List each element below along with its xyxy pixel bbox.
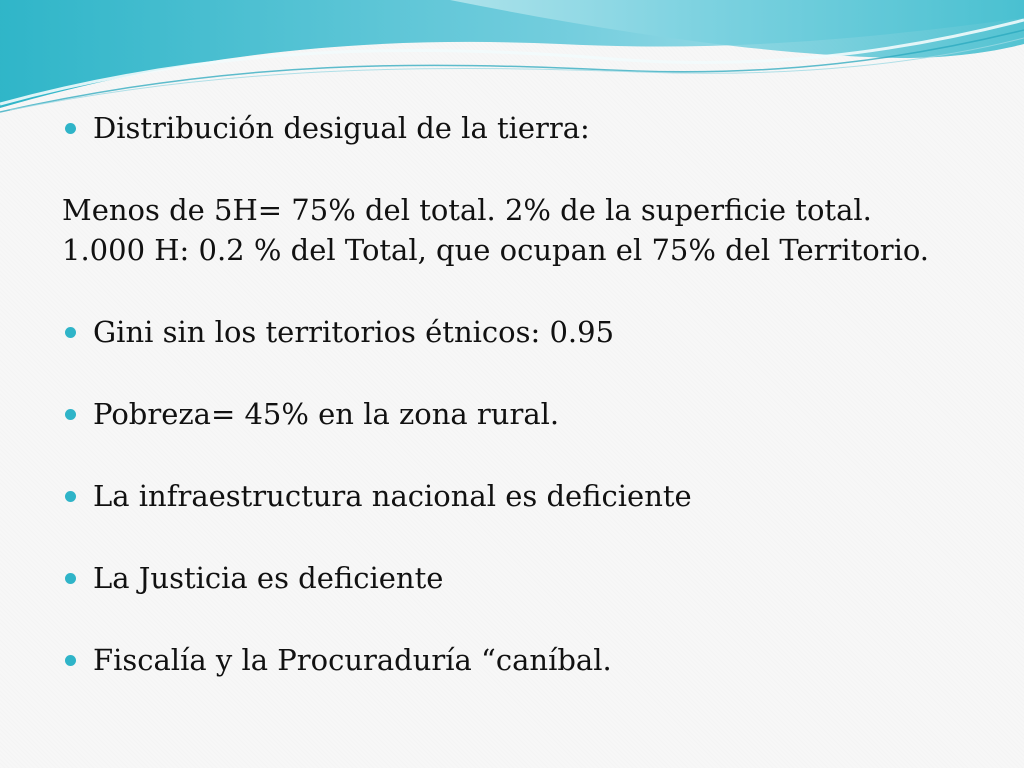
bullet-item [62, 476, 982, 516]
bullet-item [62, 640, 982, 680]
wave-header-decoration [0, 0, 1024, 120]
bullet-dot-icon [65, 655, 76, 666]
bullet-text: Fiscalía y la Procuraduría “caníbal. [93, 643, 612, 677]
bullet-text: Gini sin los territorios étnicos: 0.95 [93, 315, 615, 349]
bullet-dot-icon [65, 327, 76, 338]
body-line: 1.000 H: 0.2 % del Total, que ocupan el 75% del Territorio. [62, 233, 930, 267]
bullet-text: La Justicia es deficiente [93, 561, 444, 595]
bullet-text: La infraestructura nacional es deficiente [93, 479, 692, 513]
bullet-item [62, 312, 982, 352]
bullet-text: Pobreza= 45% en la zona rural. [93, 397, 560, 431]
bullet-item [62, 558, 982, 598]
bullet-dot-icon [65, 123, 76, 134]
body-line: Menos de 5H= 75% del total. 2% de la superficie total. [62, 193, 872, 227]
bullet-dot-icon [65, 409, 76, 420]
bullet-item [62, 394, 982, 434]
slide-body [62, 108, 982, 680]
bullet-dot-icon [65, 573, 76, 584]
bullet-item [62, 108, 982, 148]
bullet-text: Distribución desigual de la tierra: [93, 111, 590, 145]
bullet-dot-icon [65, 491, 76, 502]
